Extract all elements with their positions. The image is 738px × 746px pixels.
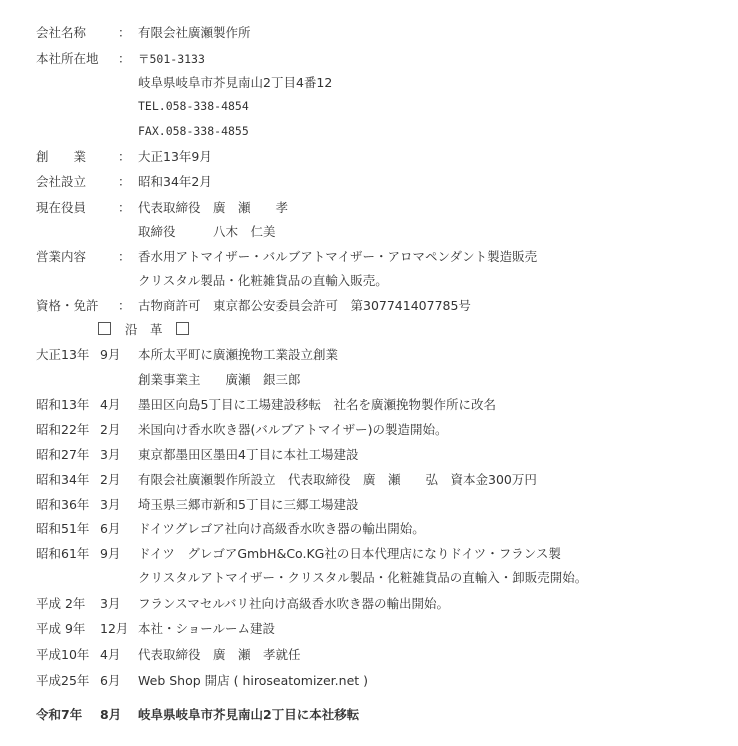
history-text: クリスタルアトマイザー・クリスタル製品・化粧雑貨品の直輸入・卸販売開始。 bbox=[138, 570, 588, 585]
history-text: 埼玉県三郷市新和5丁目に三郷工場建設 bbox=[138, 497, 359, 512]
history-month: 4月 bbox=[100, 647, 121, 662]
history-heading bbox=[98, 320, 298, 340]
history-row bbox=[0, 671, 738, 691]
history-row bbox=[0, 519, 738, 539]
history-month: 3月 bbox=[100, 596, 121, 611]
history-row bbox=[0, 594, 738, 614]
history-era: 昭和22年 bbox=[36, 422, 90, 437]
history-text: 本社・ショールーム建設 bbox=[138, 621, 276, 636]
value-founded: 大正13年9月 bbox=[138, 149, 212, 164]
history-era: 昭和13年 bbox=[36, 397, 90, 412]
history-month: 3月 bbox=[100, 447, 121, 462]
history-month: 6月 bbox=[100, 521, 121, 536]
label-officers: 現在役員 bbox=[36, 200, 87, 215]
label-established: 会社設立 bbox=[36, 174, 87, 189]
history-era: 昭和34年 bbox=[36, 472, 90, 487]
row-license bbox=[0, 296, 738, 316]
history-era: 昭和61年 bbox=[36, 546, 90, 561]
history-row bbox=[0, 445, 738, 465]
history-row bbox=[0, 544, 738, 564]
history-month: 3月 bbox=[100, 497, 121, 512]
colon: ： bbox=[118, 249, 131, 264]
history-text: ドイツ グレゴアGmbH&Co.KG社の日本代理店になりドイツ・フランス製 bbox=[138, 546, 561, 561]
history-month: 9月 bbox=[100, 546, 121, 561]
history-text: 有限会社廣瀬製作所設立 代表取締役 廣 瀬 弘 資本金300万円 bbox=[138, 472, 537, 487]
value-license: 古物商許可 東京都公安委員会許可 第307741407785号 bbox=[138, 298, 471, 313]
history-era: 昭和36年 bbox=[36, 497, 90, 512]
colon: ： bbox=[118, 174, 131, 189]
history-row bbox=[0, 619, 738, 639]
row-officers bbox=[0, 198, 738, 218]
history-row bbox=[0, 395, 738, 415]
colon: ： bbox=[118, 51, 131, 66]
square-icon bbox=[98, 322, 111, 335]
history-text-webshop: Web Shop 開店 ( hiroseatomizer.net ) bbox=[138, 673, 369, 688]
value-fax: FAX.058-338-4855 bbox=[138, 124, 249, 138]
history-era: 平成 9年 bbox=[36, 621, 86, 636]
history-era: 令和7年 bbox=[36, 707, 83, 722]
history-text: 墨田区向島5丁目に工場建設移転 社名を廣瀬挽物製作所に改名 bbox=[138, 397, 496, 412]
label-company-name: 会社名称 bbox=[36, 25, 87, 40]
row-address bbox=[0, 49, 738, 69]
history-heading-text: 沿 革 bbox=[124, 322, 163, 337]
history-row bbox=[0, 470, 738, 490]
history-month: 2月 bbox=[100, 472, 121, 487]
value-officer-2: 取締役 八木 仁美 bbox=[138, 224, 276, 239]
value-established: 昭和34年2月 bbox=[138, 174, 212, 189]
history-text: フランスマセルバリ社向け高級香水吹き器の輸出開始。 bbox=[138, 596, 450, 611]
history-month: 2月 bbox=[100, 422, 121, 437]
colon: ： bbox=[118, 298, 131, 313]
label-founded: 創 業 bbox=[36, 149, 87, 164]
value-tel: TEL.058-338-4854 bbox=[138, 99, 249, 113]
history-era: 平成25年 bbox=[36, 673, 90, 688]
colon: ： bbox=[118, 25, 131, 40]
value-business-2: クリスタル製品・化粧雑貨品の直輸入販売。 bbox=[138, 273, 388, 288]
history-era: 平成10年 bbox=[36, 647, 90, 662]
history-month: 8月 bbox=[100, 707, 122, 722]
row-business-2 bbox=[0, 271, 738, 291]
history-text: 米国向け香水吹き器(バルブアトマイザー)の製造開始。 bbox=[138, 422, 448, 437]
history-month: 9月 bbox=[100, 347, 121, 362]
history-row bbox=[0, 705, 738, 725]
history-text: ドイツグレゴア社向け高級香水吹き器の輸出開始。 bbox=[138, 521, 425, 536]
history-era: 昭和51年 bbox=[36, 521, 90, 536]
history-era: 大正13年 bbox=[36, 347, 90, 362]
label-business: 営業内容 bbox=[36, 249, 87, 264]
row-address-line bbox=[0, 73, 738, 93]
history-month: 6月 bbox=[100, 673, 121, 688]
value-business-1: 香水用アトマイザー・バルブアトマイザー・アロマペンダント製造販売 bbox=[138, 249, 538, 264]
history-month: 12月 bbox=[100, 621, 129, 636]
label-license: 資格・免許 bbox=[36, 298, 99, 313]
row-established bbox=[0, 172, 738, 192]
row-founded bbox=[0, 147, 738, 167]
history-text: 代表取締役 廣 瀬 孝就任 bbox=[138, 647, 301, 662]
label-address: 本社所在地 bbox=[36, 51, 99, 66]
colon: ： bbox=[118, 200, 131, 215]
row-business bbox=[0, 247, 738, 267]
history-row bbox=[0, 345, 738, 365]
value-postal: 〒501-3133 bbox=[138, 52, 205, 66]
history-text: 岐阜県岐阜市芥見南山2丁目に本社移転 bbox=[138, 707, 360, 722]
colon: ： bbox=[118, 149, 131, 164]
history-row bbox=[0, 420, 738, 440]
history-text: 創業事業主 廣瀬 銀三郎 bbox=[138, 372, 301, 387]
history-row bbox=[0, 568, 738, 588]
history-row bbox=[0, 495, 738, 515]
value-address: 岐阜県岐阜市芥見南山2丁目4番12 bbox=[138, 75, 333, 90]
history-text: 本所太平町に廣瀬挽物工業設立創業 bbox=[138, 347, 339, 362]
history-era: 平成 2年 bbox=[36, 596, 86, 611]
row-fax bbox=[0, 121, 738, 141]
row-company-name bbox=[0, 23, 738, 43]
history-month: 4月 bbox=[100, 397, 121, 412]
row-tel bbox=[0, 96, 738, 116]
square-icon bbox=[176, 322, 189, 335]
history-row bbox=[0, 370, 738, 390]
history-text: 東京都墨田区墨田4丁目に本社工場建設 bbox=[138, 447, 359, 462]
history-row bbox=[0, 645, 738, 665]
history-era: 昭和27年 bbox=[36, 447, 90, 462]
row-officer-2 bbox=[0, 222, 738, 242]
value-company-name: 有限会社廣瀬製作所 bbox=[138, 25, 251, 40]
value-officer-1: 代表取締役 廣 瀬 孝 bbox=[138, 200, 289, 215]
